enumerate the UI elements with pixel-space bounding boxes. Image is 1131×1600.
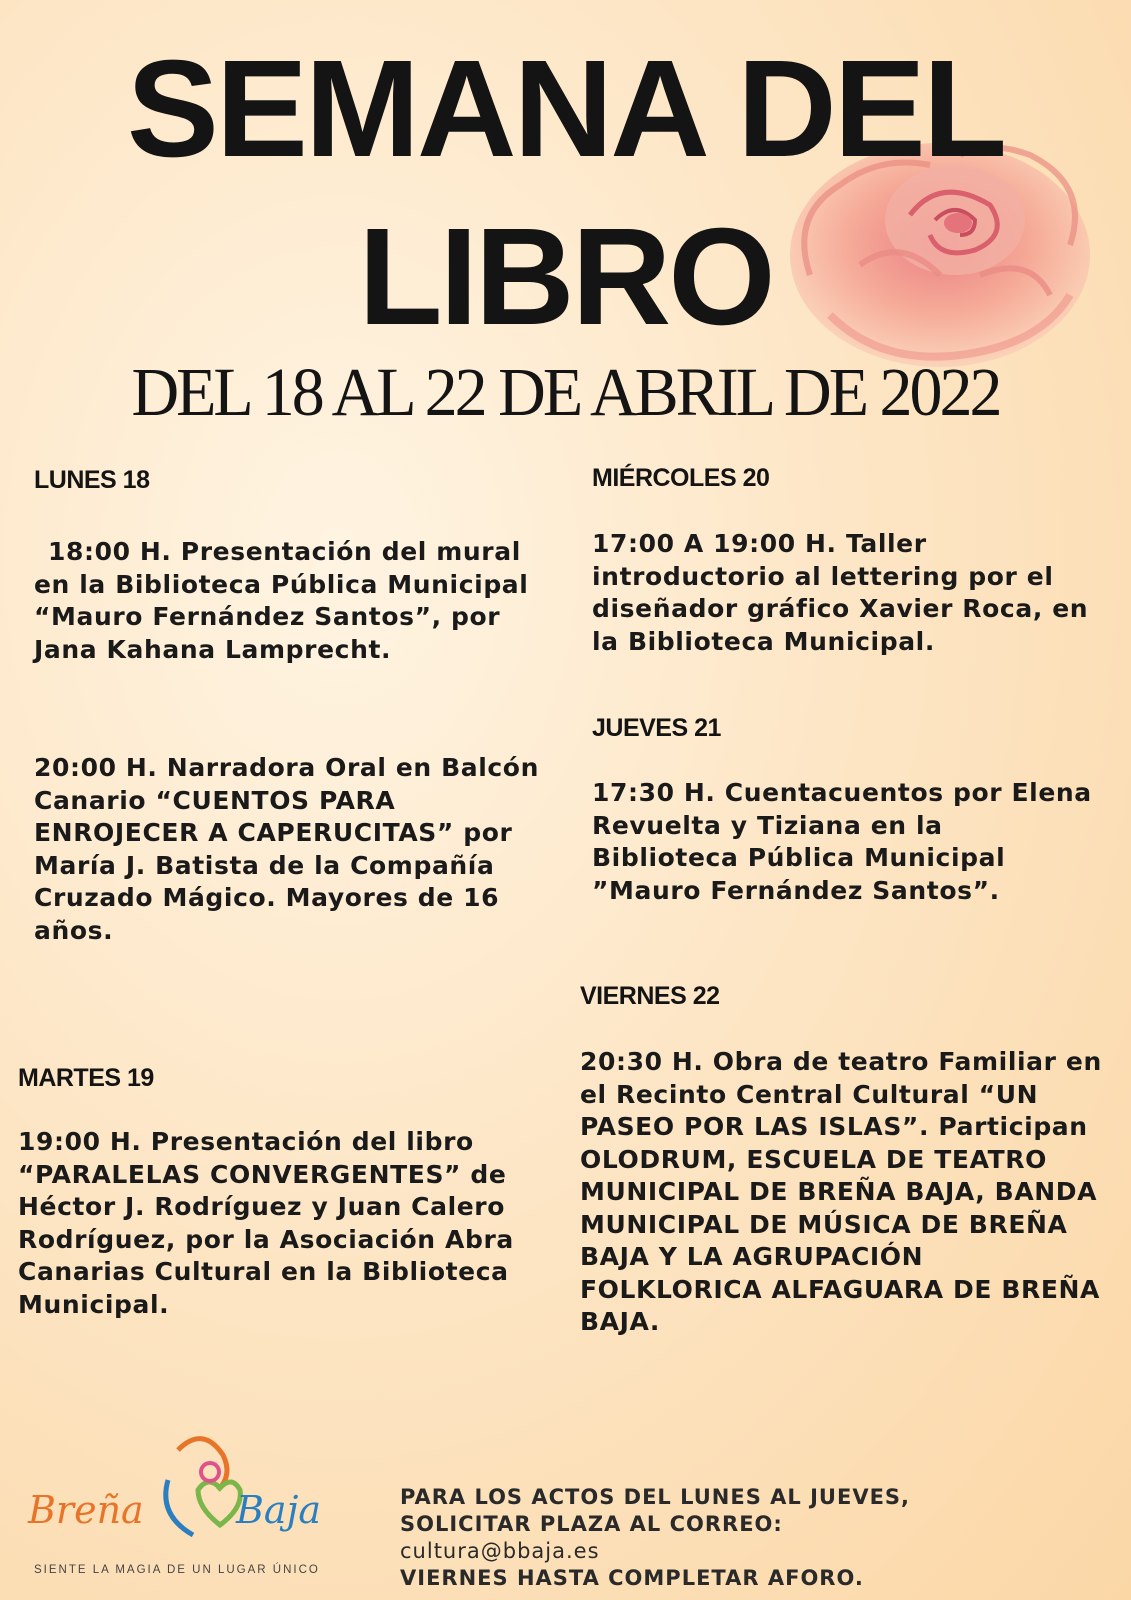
wednesday-event-1: 17:00 A 19:00 H. Taller introductorio al lettering por el diseñador gráfico Xavier Roca, en la Biblioteca Municipal. [592,529,1089,656]
logo-word-left: Breña [28,1488,144,1532]
friday-event-1: 20:30 H. Obra de teatro Familiar en el Recinto Central Cultural “UN PASEO POR LAS ISLAS”. Participan OLODRUM, ESCUELA DE TEATRO MUNICIPAL DE BREÑA BAJA, BANDA MUNICIPAL DE MÚSICA DE BREÑA BAJA Y LA AGRUPACIÓN FOLKLORICA ALFAGUARA DE BREÑA BAJA. [580,1047,1102,1336]
thursday-section [592,714,1102,743]
registration-line-1: PARA LOS ACTOS DEL LUNES AL JUEVES, [400,1485,911,1509]
day-heading-monday: LUNES 18 [34,466,150,494]
day-heading-wednesday: MIÉRCOLES 20 [592,464,770,492]
monday-section [34,466,554,495]
tuesday-event-1: 19:00 H. Presentación del libro “PARALELAS CONVERGENTES” de Héctor J. Rodríguez y Juan Calero Rodríguez, por la Asociación Abra Canarias Cultural en la Biblioteca Municipal. [18,1127,514,1319]
wednesday-section [592,464,1102,493]
tuesday-section [18,1064,558,1093]
registration-note [400,1484,1100,1592]
registration-line-2: SOLICITAR PLAZA AL CORREO: [400,1512,783,1536]
day-heading-tuesday: MARTES 19 [18,1064,154,1092]
brena-baja-logo [28,1430,348,1590]
logo-slogan: SIENTE LA MAGIA DE UN LUGAR ÚNICO [34,1564,320,1576]
monday-event-1: 18:00 H. Presentación del mural en la Biblioteca Pública Municipal “Mauro Fernández Santos”, por Jana Kahana Lamprecht. [34,537,529,664]
friday-section [580,982,1100,1011]
poster-title-line1: SEMANA DEL [126,32,1005,186]
event-dates: DEL 18 AL 22 DE ABRIL DE 2022 [131,354,1000,431]
logo-word-right: Baja [236,1488,322,1532]
thursday-event-1: 17:30 H. Cuentacuentos por Elena Revuelta y Tiziana en la Biblioteca Pública Municipal ”Mauro Fernández Santos”. [592,778,1092,905]
day-heading-friday: VIERNES 22 [580,982,720,1010]
registration-line-4: VIERNES HASTA COMPLETAR AFORO. [400,1566,864,1590]
contact-email: cultura@bbaja.es [400,1539,600,1563]
monday-event-2: 20:00 H. Narradora Oral en Balcón Canario “CUENTOS PARA ENROJECER A CAPERUCITAS” por María J. Batista de la Compañía Cruzado Mágico. Mayores de 16 años. [34,753,539,945]
day-heading-thursday: JUEVES 21 [592,714,721,742]
poster-title-line2: LIBRO [358,200,773,354]
